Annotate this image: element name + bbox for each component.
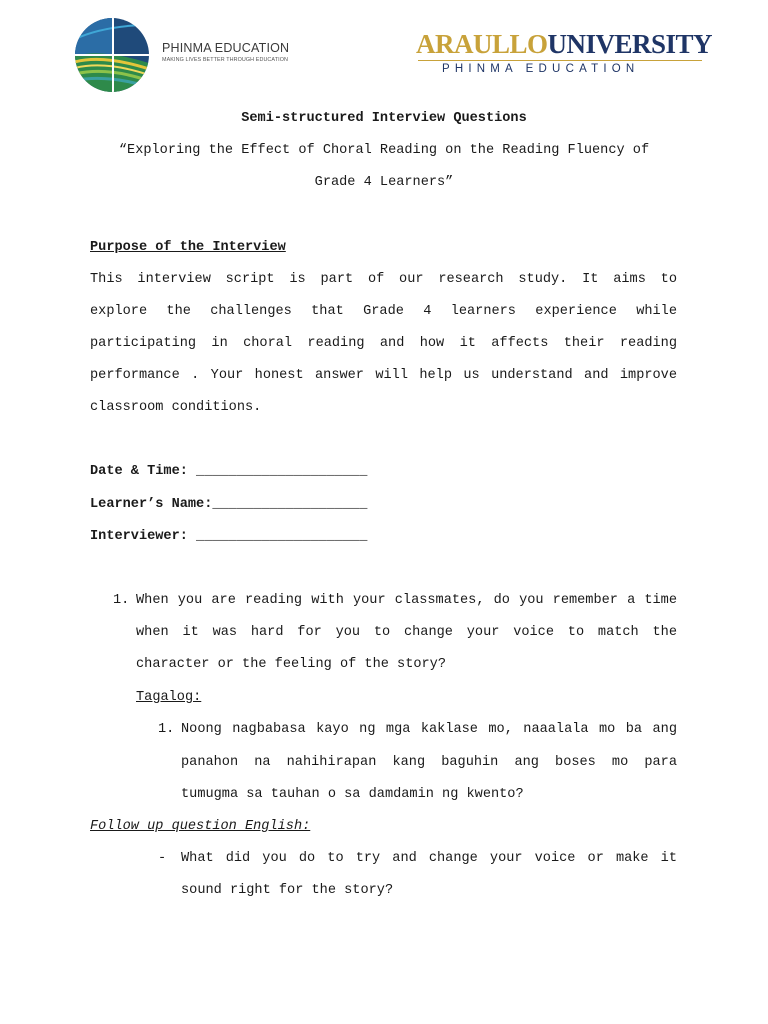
- question-number: 1.: [113, 593, 130, 608]
- logo-divider: [418, 60, 702, 61]
- date-time-field: Date & Time: _____________________: [90, 464, 368, 479]
- phinma-tagline: MAKING LIVES BETTER THROUGH EDUCATION: [162, 57, 289, 63]
- tagalog-number: 1.: [158, 722, 175, 737]
- purpose-text-line: classroom conditions.: [90, 400, 262, 415]
- document-title: Semi-structured Interview Questions: [241, 111, 527, 126]
- tagalog-text-line: panahon na nahihirapan kang baguhin ang boses mo para: [181, 755, 677, 770]
- followup-text-line: sound right for the story?: [181, 883, 394, 898]
- document-subtitle-line1: “Exploring the Effect of Choral Reading on the Reading Fluency of: [118, 143, 650, 158]
- purpose-text-line: This interview script is part of our research study. It aims to: [90, 272, 677, 287]
- followup-text-line: What did you do to try and change your voice or make it: [181, 851, 677, 866]
- question-text-line: character or the feeling of the story?: [136, 657, 446, 672]
- followup-bullet: -: [158, 851, 167, 866]
- araullo-university-logo: [416, 28, 713, 84]
- tagalog-text-line: tumugma sa tauhan o sa damdamin ng kwento?: [181, 787, 524, 802]
- tagalog-text-line: Noong nagbabasa kayo ng mga kaklase mo, naaalala mo ba ang: [181, 722, 677, 737]
- purpose-text-line: explore the challenges that Grade 4 learners experience while: [90, 304, 677, 319]
- tagalog-label: Tagalog:: [136, 690, 202, 705]
- purpose-heading: Purpose of the Interview: [90, 240, 286, 255]
- university-name-part1: ARAULLO: [416, 29, 548, 59]
- university-name: [416, 28, 712, 60]
- phinma-globe-icon: [71, 17, 155, 93]
- university-subtitle: PHINMA EDUCATION: [442, 63, 640, 75]
- phinma-education-logo: [71, 17, 311, 93]
- question-text-line: When you are reading with your classmates, do you remember a time: [136, 593, 677, 608]
- followup-label: Follow up question English:: [90, 819, 311, 834]
- university-name-part2: UNIVERSITY: [547, 29, 713, 59]
- document-subtitle-line2: Grade 4 Learners”: [314, 175, 454, 190]
- phinma-name: PHINMA EDUCATION: [162, 41, 290, 55]
- interviewer-field: Interviewer: _____________________: [90, 529, 368, 544]
- purpose-text-line: participating in choral reading and how it affects their reading: [90, 336, 677, 351]
- question-text-line: when it was hard for you to change your voice to match the: [136, 625, 677, 640]
- purpose-text-line: performance . Your honest answer will help us understand and improve: [90, 368, 677, 383]
- learner-name-field: Learner’s Name:___________________: [90, 497, 368, 512]
